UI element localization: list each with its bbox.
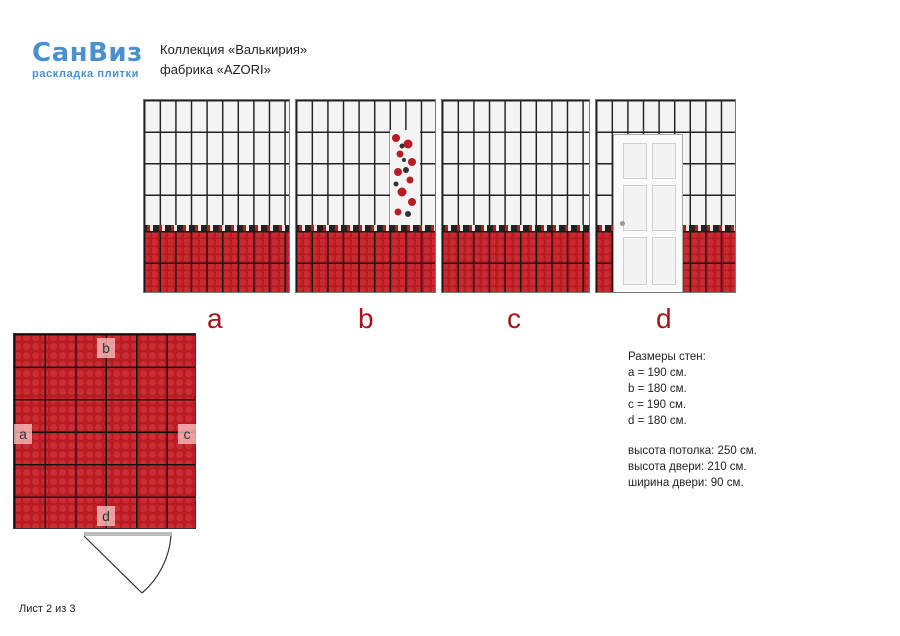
door-panel bbox=[623, 143, 647, 179]
wall-label-c: c bbox=[507, 303, 521, 334]
door-height: высота двери: 210 см. bbox=[628, 461, 747, 473]
dimension-wall-d: d = 180 см. bbox=[628, 415, 687, 427]
wall-c-elevation bbox=[441, 99, 590, 293]
logo-subtitle: раскладка плитки bbox=[32, 68, 140, 80]
red-tile-area bbox=[144, 231, 289, 292]
sheet-number: Лист 2 из 3 bbox=[19, 603, 76, 615]
door-knob bbox=[620, 221, 625, 226]
door-panel bbox=[652, 143, 676, 179]
wall-label-a: a bbox=[207, 303, 223, 334]
floor-marker-a: a bbox=[14, 424, 32, 444]
wall-a-elevation bbox=[143, 99, 290, 293]
dimensions-title: Размеры стен: bbox=[628, 351, 706, 363]
door-panel bbox=[623, 185, 647, 231]
white-tile-area bbox=[442, 100, 589, 227]
factory-name: фабрика «AZORI» bbox=[160, 62, 271, 77]
door-panel bbox=[652, 185, 676, 231]
wall-dimensions bbox=[628, 349, 757, 491]
collection-name: Коллекция «Валькирия» bbox=[160, 42, 308, 57]
door-panel bbox=[623, 237, 647, 285]
dimension-wall-a: a = 190 см. bbox=[628, 367, 687, 379]
wall-label-d: d bbox=[656, 303, 672, 334]
red-tile-area bbox=[442, 231, 589, 292]
floor-marker-c: c bbox=[178, 424, 196, 444]
door-width: ширина двери: 90 см. bbox=[628, 477, 744, 489]
logo-title: СанВиз bbox=[32, 38, 143, 68]
sanviz-logo bbox=[32, 40, 143, 80]
door bbox=[613, 134, 683, 293]
ceiling-height: высота потолка: 250 см. bbox=[628, 445, 757, 457]
collection-header bbox=[160, 40, 307, 80]
wall-label-b: b bbox=[358, 303, 374, 334]
door-swing-arc bbox=[80, 527, 180, 597]
dimension-wall-c: c = 190 см. bbox=[628, 399, 687, 411]
floor-marker-d: d bbox=[97, 506, 115, 526]
wall-d-elevation bbox=[595, 99, 736, 293]
white-tile-area bbox=[144, 100, 289, 227]
floor-marker-b: b bbox=[97, 338, 115, 358]
door-panel bbox=[652, 237, 676, 285]
dimension-wall-b: b = 180 см. bbox=[628, 383, 687, 395]
floral-decor-panel bbox=[390, 130, 420, 225]
floor-plan bbox=[13, 333, 196, 529]
red-tile-area bbox=[296, 231, 435, 292]
wall-b-elevation bbox=[295, 99, 436, 293]
